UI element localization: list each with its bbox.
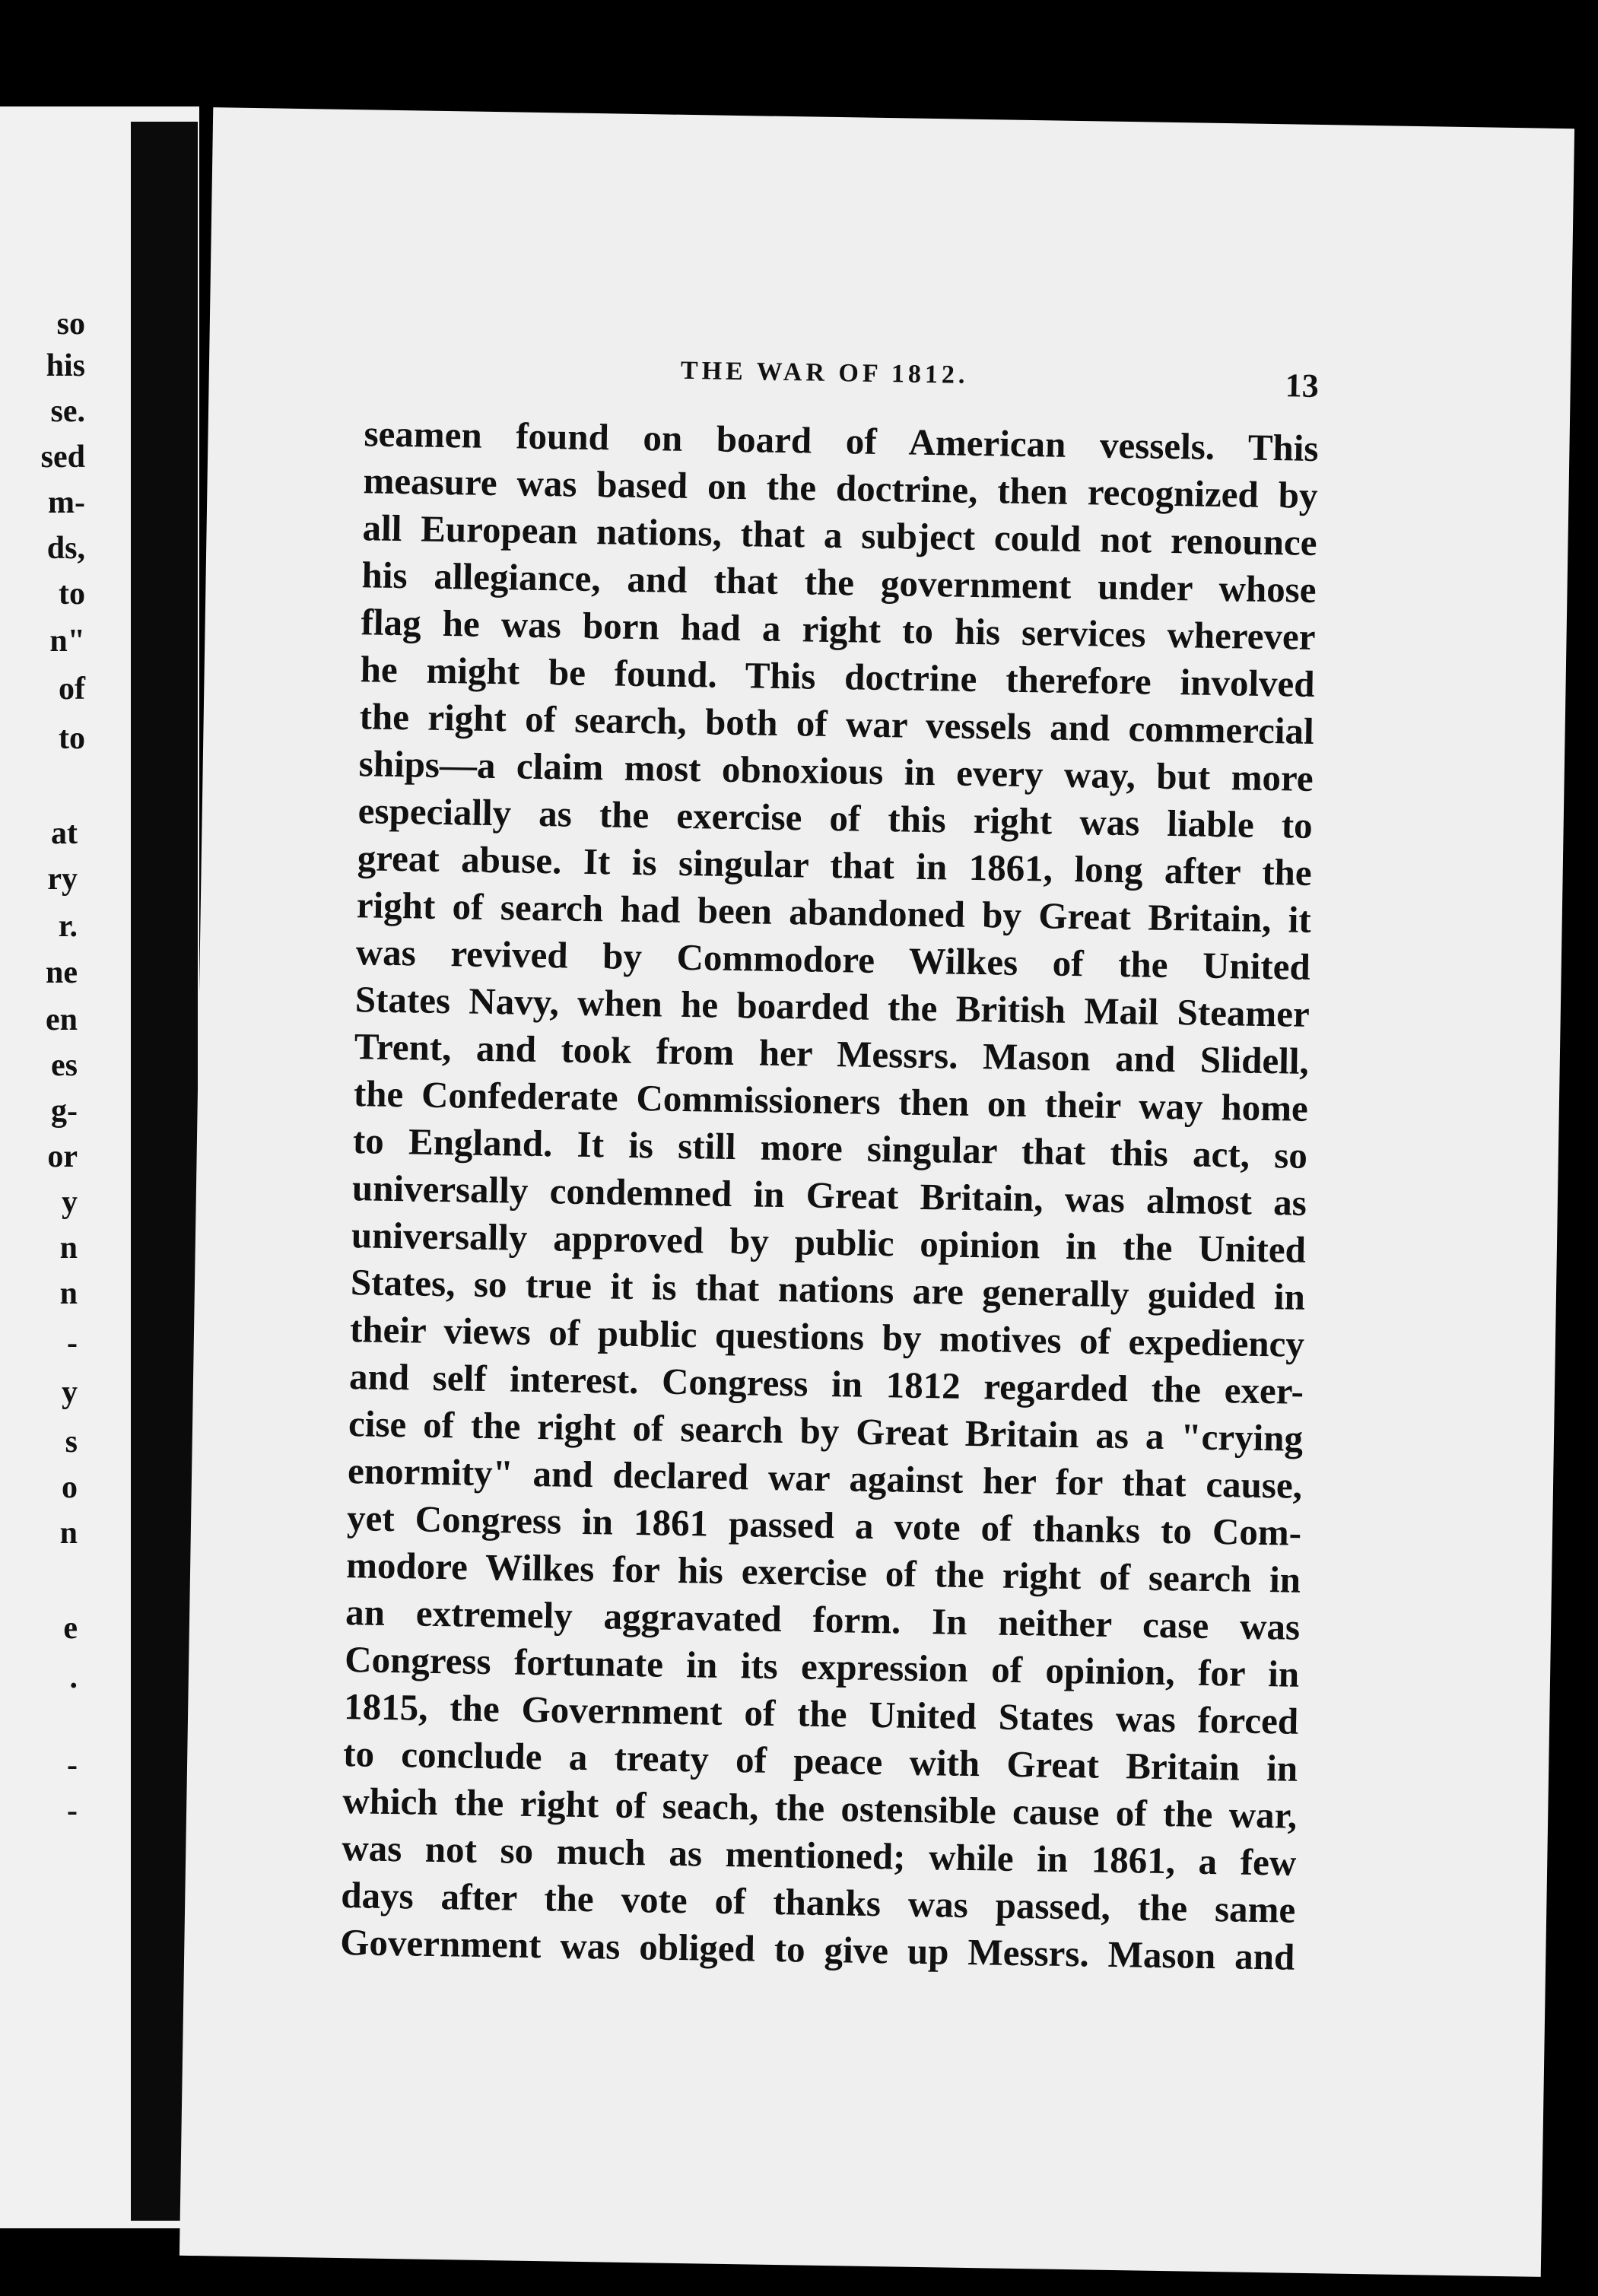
text-line: and self interest. Congress in 1812 regarded the exer- (348, 1355, 1304, 1412)
page-number: 13 (1285, 367, 1320, 405)
facing-page-fragment: s (65, 1424, 78, 1459)
facing-page-fragment: ne (46, 955, 78, 990)
text-line: the Confederate Commissioners then on their way home (353, 1072, 1309, 1129)
facing-page-fragment: to (59, 721, 85, 756)
facing-page-fragment: en (46, 1002, 78, 1037)
facing-page-fragment: g- (51, 1094, 78, 1129)
text-line: great abuse. It is singular that in 1861, long after the (357, 837, 1313, 894)
facing-page-fragment: ry (47, 862, 78, 897)
text-line: Congress fortunate in its expression of opinion, for in (344, 1638, 1300, 1695)
facing-page-fragment: e (63, 1611, 78, 1646)
book-page (179, 107, 1574, 2277)
text-line: cise of the right of search by Great Britain as a "crying (348, 1402, 1304, 1459)
text-line: Government was obliged to give up Messrs. Mason and (339, 1921, 1295, 1978)
facing-page-fragment: y (62, 1375, 78, 1410)
facing-page-fragment: n (59, 1516, 78, 1551)
text-line: 1815, the Government of the United States was forced (343, 1685, 1299, 1742)
text-line: the right of search, both of war vessels and commercial (359, 695, 1315, 752)
text-line: days after the vote of thanks was passed, the same (340, 1874, 1296, 1931)
facing-page-fragment: ds, (46, 531, 85, 566)
facing-page-fragment: es (51, 1048, 78, 1083)
text-line: an extremely aggravated form. In neither case was (345, 1591, 1301, 1648)
facing-page-fragment: o (62, 1470, 78, 1505)
facing-page-fragment: to (59, 576, 85, 611)
text-line: his allegiance, and that the government under whose (361, 554, 1317, 611)
text-line: which the right of seach, the ostensible cause of the war, (342, 1780, 1298, 1837)
facing-page-fragment: m- (48, 485, 85, 520)
facing-page-fragment: r. (58, 909, 78, 944)
facing-page-fragment: his (46, 348, 85, 383)
running-head: THE WAR OF 1812. (680, 356, 969, 389)
facing-page-fragment: at (51, 816, 78, 851)
text-line: to England. It is still more singular that this act, so (352, 1119, 1308, 1177)
text-line: was revived by Commodore Wilkes of the United (355, 931, 1311, 988)
text-line: Trent, and took from her Messrs. Mason and Slidell, (354, 1025, 1310, 1082)
facing-page-fragment: so (56, 306, 85, 341)
text-line: especially as the exercise of this right was liable to (357, 789, 1314, 846)
text-line: right of search had been abandoned by Great Britain, it (356, 884, 1312, 941)
facing-page-fragment: n (59, 1276, 78, 1311)
facing-page-fragment: y (62, 1185, 78, 1220)
facing-page-fragment: sed (40, 440, 85, 475)
facing-page-fragment: . (69, 1660, 78, 1695)
text-line: he might be found. This doctrine therefore involved (360, 648, 1315, 705)
text-line: enormity" and declared war against her for that cause, (347, 1450, 1303, 1507)
text-line: was not so much as mentioned; while in 1861, a few (341, 1827, 1297, 1884)
text-line: ships—a claim most obnoxious in every way, but more (358, 742, 1314, 799)
text-line: seamen found on board of American vessels. This (364, 412, 1319, 469)
body-text (340, 410, 1319, 1980)
facing-page-fragment: of (59, 672, 85, 707)
text-line: measure was based on the doctrine, then recognized by (363, 459, 1318, 516)
text-line: modore Wilkes for his exercise of the right of search in (345, 1544, 1301, 1601)
facing-page-fragment: - (67, 1326, 78, 1361)
text-line: their views of public questions by motives of expediency (349, 1308, 1305, 1365)
text-line: to conclude a treaty of peace with Great Britain in (342, 1732, 1298, 1789)
facing-page-fragment: - (67, 1748, 78, 1783)
text-line: yet Congress in 1861 passed a vote of thanks to Com- (346, 1497, 1302, 1554)
facing-page-fragment: n" (49, 624, 85, 659)
text-line: States Navy, when he boarded the British Mail Steamer (354, 978, 1310, 1035)
facing-page-fragment: - (67, 1793, 78, 1828)
text-line: all European nations, that a subject could not renounce (362, 507, 1317, 564)
text-line: States, so true it is that nations are generally guided in (350, 1261, 1306, 1318)
text-line: universally condemned in Great Britain, was almost as (351, 1167, 1307, 1224)
facing-page-fragment: or (47, 1139, 78, 1174)
facing-page-fragment: n (59, 1231, 78, 1265)
facing-page-fragment: se. (50, 394, 85, 429)
text-line: flag he was born had a right to his services wherever (361, 601, 1316, 658)
text-line: universally approved by public opinion in the United (351, 1214, 1307, 1271)
